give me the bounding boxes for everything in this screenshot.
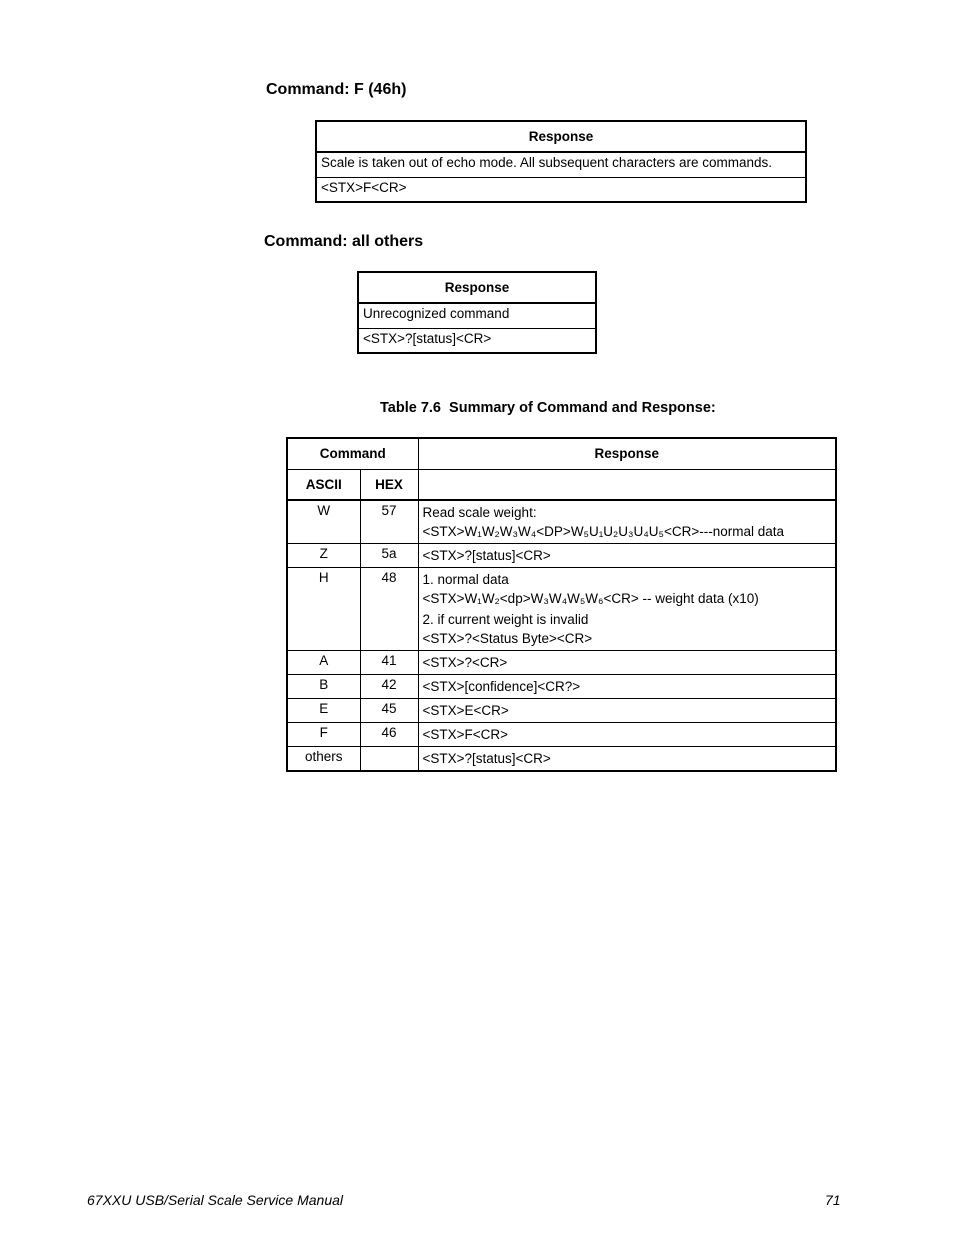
response-line: Read scale weight: [422, 505, 537, 520]
response-line: 2. if current weight is invalid [422, 612, 589, 627]
table-row [287, 723, 836, 747]
ascii-cell: A [287, 651, 360, 675]
ascii-cell: W [287, 500, 360, 544]
response-description: Unrecognized command [358, 303, 596, 328]
response-cell [418, 747, 836, 772]
hex-cell: 5a [360, 544, 418, 568]
response-cell [418, 568, 836, 651]
response-format: <STX>?[status]<CR> [358, 328, 596, 353]
ascii-cell: Z [287, 544, 360, 568]
page-number: 71 [825, 1192, 841, 1208]
response-cell [418, 500, 836, 544]
response-subheader-empty [418, 469, 836, 500]
response-header: Response [358, 272, 596, 303]
response-line: <STX>F<CR> [422, 727, 509, 742]
response-line: <STX>[confidence]<CR?> [422, 679, 581, 694]
response-line: <STX>?<Status Byte><CR> [422, 631, 593, 646]
response-cell [418, 675, 836, 699]
table-row [287, 568, 836, 651]
response-cell [418, 723, 836, 747]
hex-cell: 45 [360, 699, 418, 723]
hex-cell: 42 [360, 675, 418, 699]
table-row [287, 500, 836, 544]
ascii-cell: others [287, 747, 360, 772]
response-table-f [315, 120, 807, 203]
hex-cell: 46 [360, 723, 418, 747]
response-header: Response [316, 121, 806, 152]
table-row [287, 747, 836, 772]
response-line: <STX>?[status]<CR> [422, 751, 551, 766]
response-header: Response [418, 438, 836, 469]
response-line: <STX>?[status]<CR> [422, 548, 551, 563]
summary-table [286, 437, 837, 772]
hex-cell [360, 747, 418, 772]
response-cell [418, 544, 836, 568]
hex-cell: 41 [360, 651, 418, 675]
section-heading-f: Command: F (46h) [266, 81, 407, 98]
response-line: 1. normal data [422, 572, 509, 587]
hex-cell: 48 [360, 568, 418, 651]
section-heading-others: Command: all others [264, 233, 424, 250]
response-format: <STX>F<CR> [316, 177, 806, 202]
hex-cell: 57 [360, 500, 418, 544]
response-line: <STX>?<CR> [422, 655, 508, 670]
response-line: <STX>W₁W₂W₃W₄<DP>W₅U₁U₂U₃U₄U₅<CR>---normal data [422, 524, 785, 539]
ascii-cell: B [287, 675, 360, 699]
response-cell [418, 699, 836, 723]
footer-title: 67XXU USB/Serial Scale Service Manual [87, 1192, 344, 1208]
response-line: <STX>W₁W₂<dp>W₃W₄W₅W₆<CR> -- weight data (x10) [422, 591, 759, 606]
table-caption: Table 7.6 Summary of Command and Response: [380, 400, 716, 416]
ascii-cell: H [287, 568, 360, 651]
response-table-others [357, 271, 597, 354]
table-row [287, 675, 836, 699]
response-description: Scale is taken out of echo mode. All subsequent characters are commands. [316, 152, 806, 177]
ascii-cell: E [287, 699, 360, 723]
hex-header: HEX [360, 469, 418, 500]
command-header: Command [287, 438, 418, 469]
response-cell [418, 651, 836, 675]
table-row [287, 651, 836, 675]
ascii-cell: F [287, 723, 360, 747]
table-row [287, 544, 836, 568]
response-line: <STX>E<CR> [422, 703, 509, 718]
ascii-header: ASCII [287, 469, 360, 500]
table-row [287, 699, 836, 723]
